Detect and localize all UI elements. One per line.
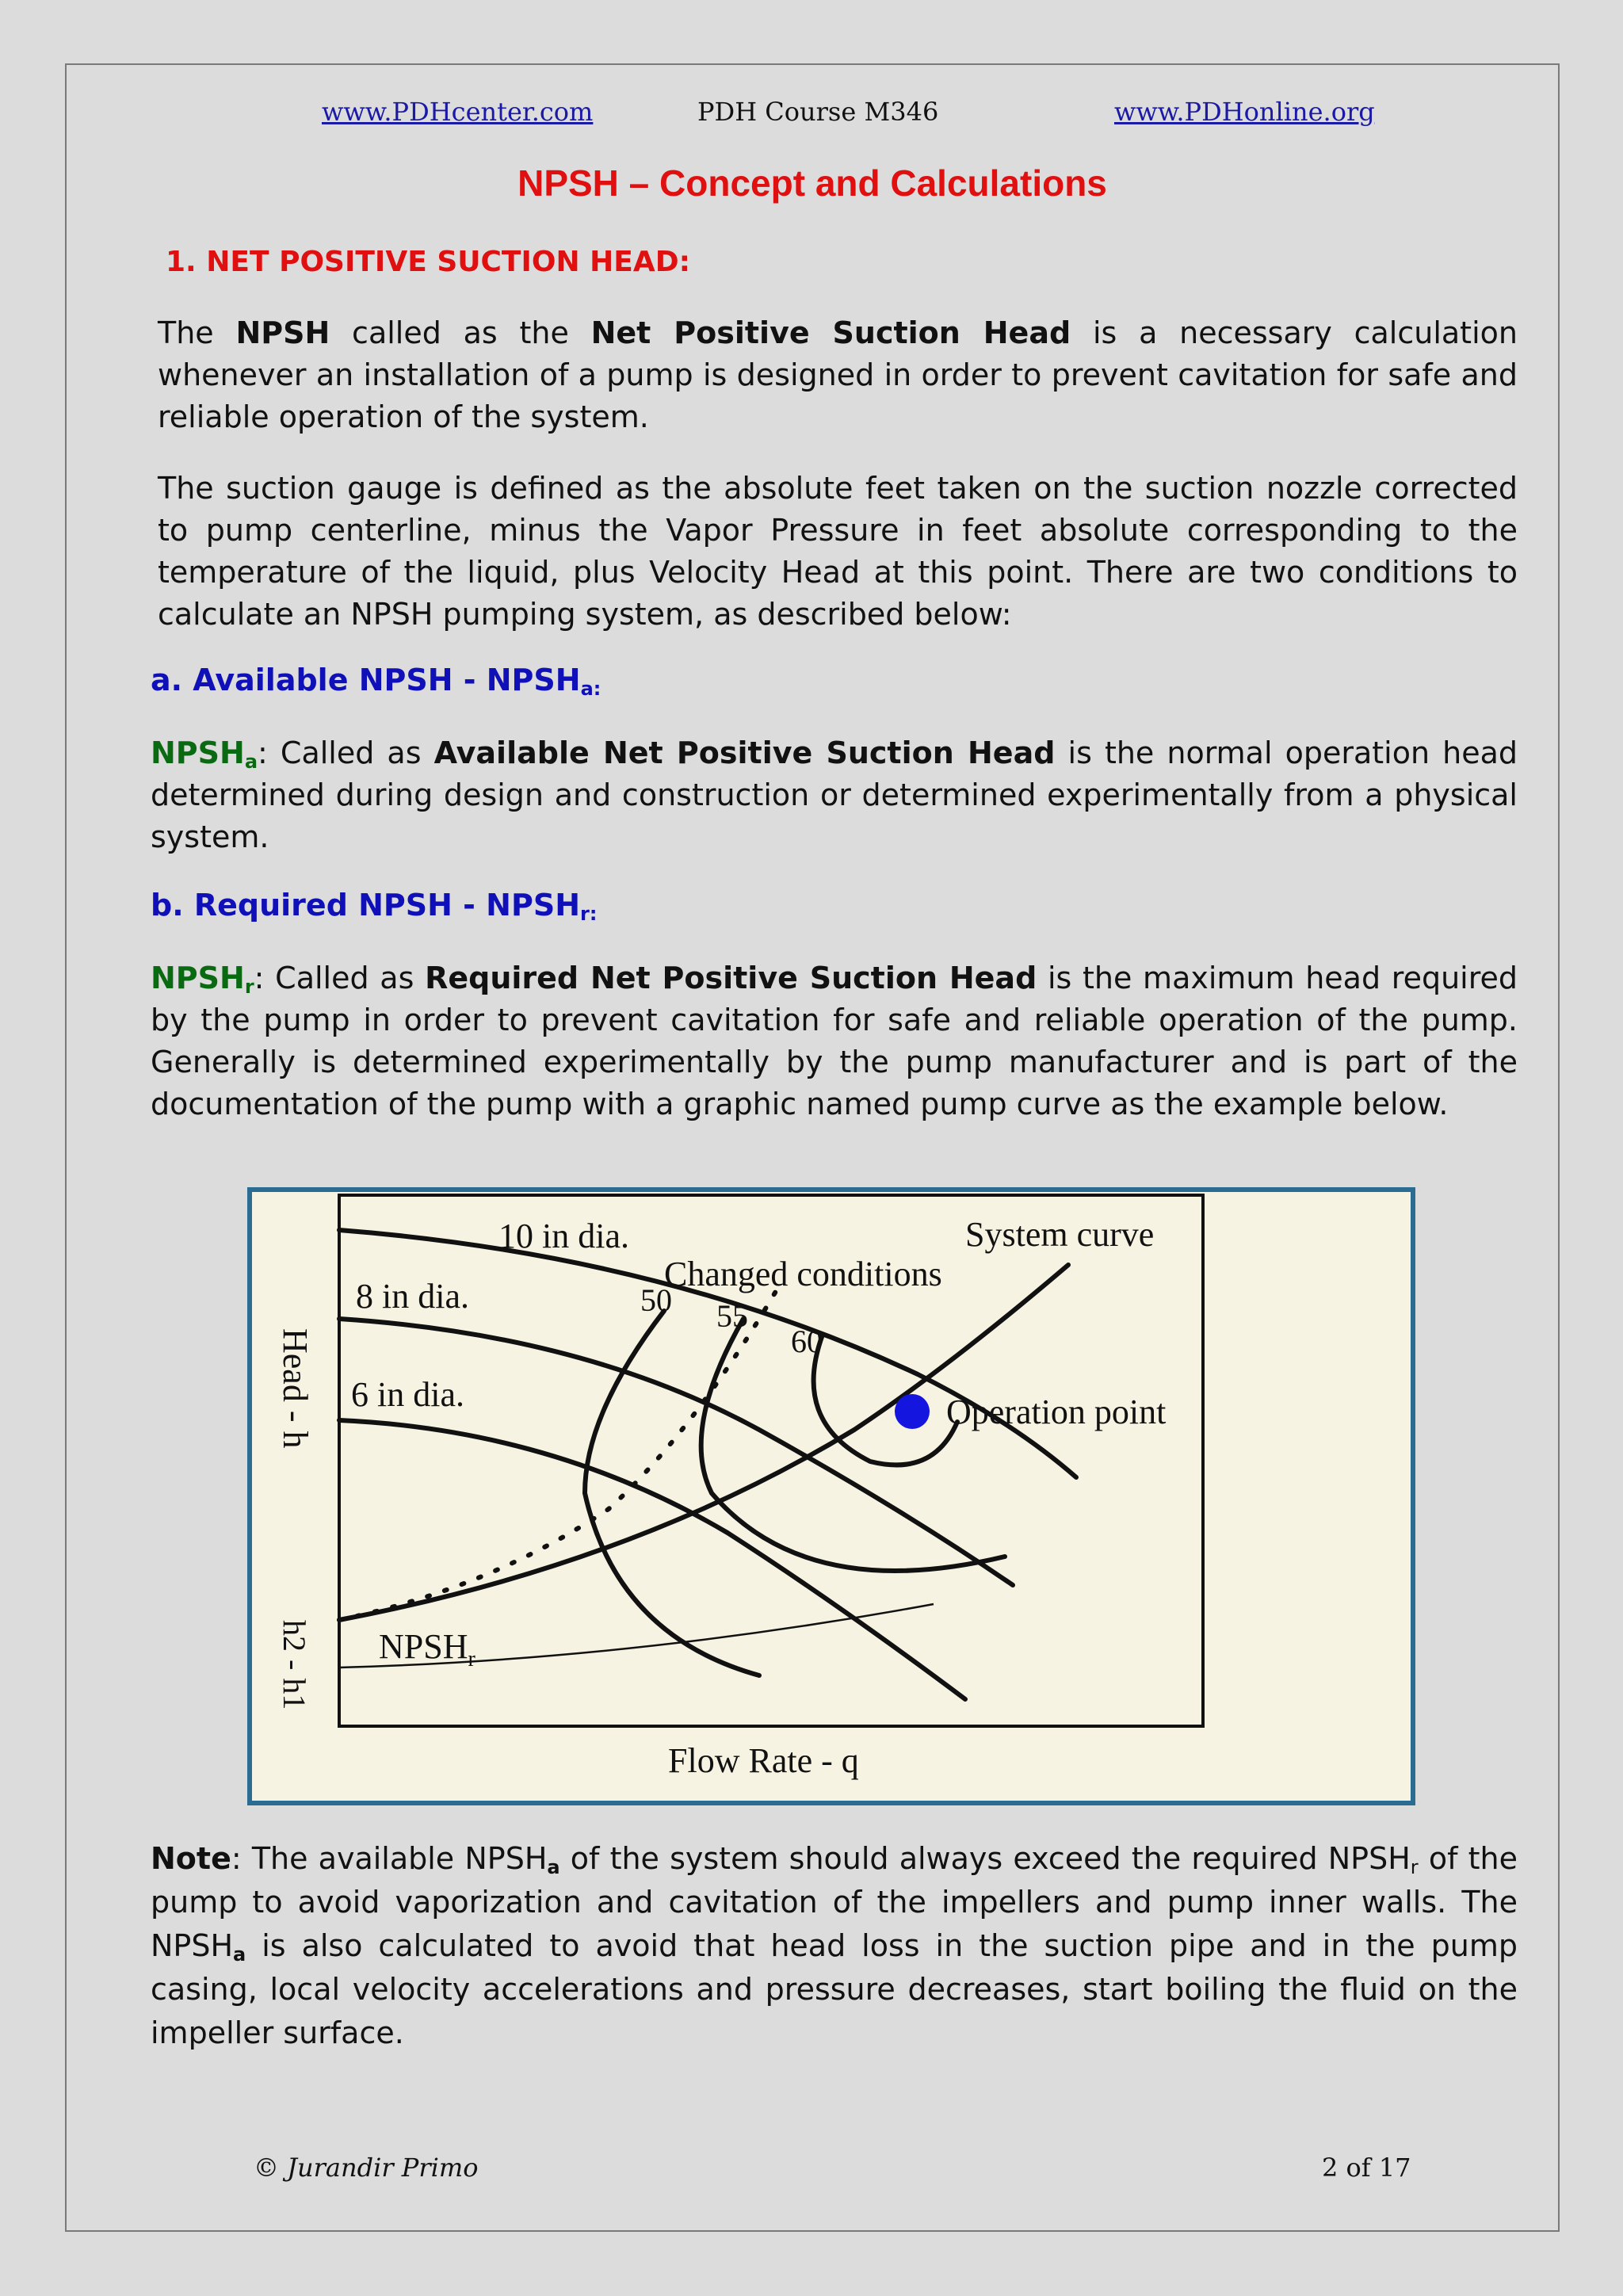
label-system-curve: System curve xyxy=(965,1215,1155,1254)
label-changed-conditions: Changed conditions xyxy=(664,1255,942,1293)
pump-curve-figure xyxy=(247,1187,1415,1805)
label-operation-point: Operation point xyxy=(946,1392,1167,1431)
footer-page-number: 2 of 17 xyxy=(1322,2153,1411,2183)
label-y-axis: Head - h xyxy=(276,1328,315,1449)
header-link-pdhonline[interactable]: www.PDHonline.org xyxy=(1114,97,1375,127)
header-course: PDH Course M346 xyxy=(697,97,939,127)
page-frame xyxy=(65,63,1560,2232)
pump-curve-diagram xyxy=(252,1192,1411,1801)
efficiency-curve-60 xyxy=(814,1335,957,1465)
label-y-lower: h2 - h1 xyxy=(277,1620,312,1710)
label-npsh-r: $NPSH_r$ xyxy=(379,1627,475,1671)
label-10-in: 10 in dia. xyxy=(498,1217,629,1255)
header-link-pdhcenter[interactable]: www.PDHcenter.com xyxy=(322,97,594,127)
footer-author: © Jurandir Primo xyxy=(254,2153,479,2183)
label-6-in: 6 in dia. xyxy=(351,1375,464,1414)
paragraph-available-npsh: $NPSH_a$: Called as Available Net Positive Suction Head is the normal operation head determined during design and construction or determined experimentally from a physical system. xyxy=(151,735,1518,854)
label-x-axis: Flow Rate - q xyxy=(668,1741,859,1780)
curve-8-in xyxy=(339,1319,1013,1585)
paragraph-npsh-intro: The NPSH called as the Net Positive Suction Head is a necessary calculation whenever an installation of a pump is designed in order to prevent cavitation for safe and reliable operation of the system. xyxy=(158,315,1518,434)
section-heading: 1. NET POSITIVE SUCTION HEAD: xyxy=(166,246,690,278)
label-eff-60: 60 xyxy=(791,1324,823,1359)
paragraph-note: Note: The available $NPSH_a$ of the system should always exceed the required $NPSH_r$ of the pump to avoid vaporization and cavitation of the impellers and pump inner walls. The $NPSH_a$ is also calculated to avoid that head loss in the suction pipe and in the pump casing, local velocity accelerations and pressure decreases, start boiling the fluid on the impeller surface. xyxy=(151,1841,1518,2050)
label-8-in: 8 in dia. xyxy=(356,1277,469,1316)
paragraph-required-npsh: $NPSH_r$: Called as Required Net Positive Suction Head is the maximum head required by the pump in order to prevent cavitation for safe and reliable operation of the pump. Generally is determined experimentally by the pump manufacturer and is part of the documentation of the pump with a graphic named pump curve as the example below. xyxy=(151,961,1518,1121)
page-title: NPSH – Concept and Calculations xyxy=(517,162,1107,204)
label-eff-55: 55 xyxy=(716,1298,748,1334)
subheading-required-npsh: b. Required NPSH - $NPSH_{r:}$ xyxy=(151,888,598,925)
label-eff-50: 50 xyxy=(640,1282,672,1318)
subheading-available-npsh: a. Available NPSH - $NPSH_{a:}$ xyxy=(151,663,601,700)
paragraph-suction-gauge: The suction gauge is defined as the absolute feet taken on the suction nozzle corrected to pump centerline, minus the Vapor Pressure in feet absolute corresponding to the temperature of the liquid, plus Velocity Head at this point. There are two conditions to calculate an NPSH pumping system, as described below: xyxy=(158,471,1518,632)
operation-point-marker xyxy=(895,1394,930,1429)
